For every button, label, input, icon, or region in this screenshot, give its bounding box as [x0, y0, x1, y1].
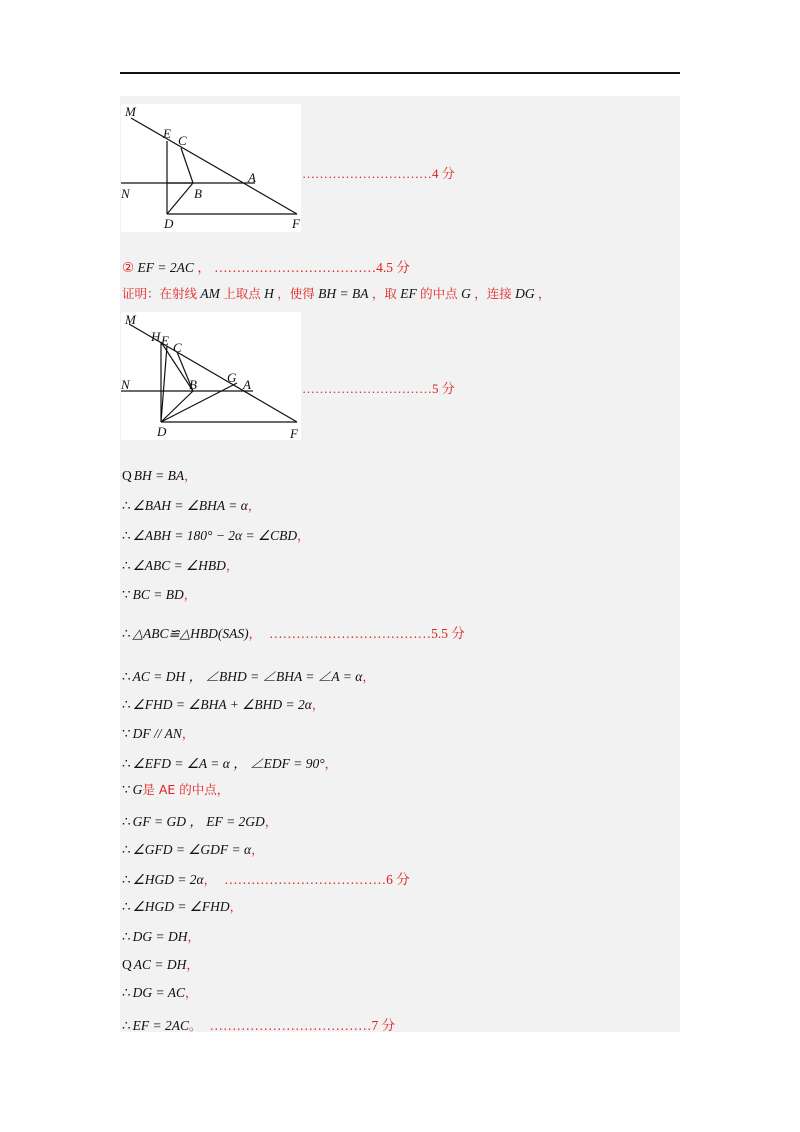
proof-punct: ，	[183, 587, 197, 602]
proof-formula: BH = BA	[133, 468, 185, 483]
proof-formula: ∠ABC = ∠HBD	[132, 558, 226, 573]
step-2-comma: ，	[197, 260, 211, 275]
proof-symbol: ∴	[122, 985, 131, 1000]
label-D: D	[164, 216, 174, 231]
proof-formula: GF = GD ， EF = 2GD	[132, 814, 265, 829]
proof-line	[122, 810, 277, 830]
proof-symbol: ∴	[122, 558, 131, 573]
circled-2: ②	[122, 260, 135, 275]
proof-formula: △ABC≌△HBD(SAS)	[132, 626, 249, 641]
proof-score: ………………………………7 分	[209, 1018, 396, 1033]
proof-symbol: ∴	[122, 498, 131, 513]
proof-line	[122, 955, 199, 973]
label-F2: F	[290, 426, 298, 440]
score-5: …………………………5 分	[302, 381, 455, 396]
label-N2: N	[121, 377, 130, 392]
step-2-formula: EF = 2AC	[137, 260, 194, 275]
label-G: G	[227, 370, 237, 385]
proof-intro: 证明：在射线 AM 上取点 H ，使得 BH = BA ，取 EF 的中点 G ，连接 DG ，	[122, 286, 551, 301]
proof-punct: ，	[297, 528, 310, 543]
proof-line	[122, 983, 197, 1001]
score-4: …………………………4 分	[302, 166, 455, 181]
proof-line	[122, 556, 238, 574]
proof-formula: ∠GFD = ∠GDF = α	[132, 842, 252, 857]
proof-formula: BC = BD	[132, 587, 184, 602]
label-H: H	[151, 329, 161, 344]
label-B: B	[194, 186, 202, 201]
label-E2: E	[161, 333, 169, 348]
label-M: M	[125, 104, 136, 119]
proof-formula: ∠HGD = ∠FHD	[132, 899, 230, 914]
label-A2: A	[243, 377, 251, 392]
proof-punct: ，	[203, 872, 217, 887]
proof-symbol: ∴	[122, 842, 131, 857]
proof-punct: ，	[248, 626, 262, 641]
figure-2-svg	[121, 312, 301, 440]
label-D2: D	[157, 424, 167, 439]
proof-punct: ，	[181, 726, 195, 741]
proof-line	[122, 695, 324, 713]
label-E: E	[163, 126, 171, 141]
proof-punct: ，	[311, 697, 325, 712]
proof-score: ………………………………6 分	[224, 872, 410, 887]
proof-formula: DF // AN	[132, 726, 182, 741]
proof-line	[122, 466, 197, 484]
proof-formula: AC = DH	[133, 957, 187, 972]
label-N: N	[121, 186, 130, 201]
proof-punct: ，	[362, 669, 375, 684]
proof-symbol: ∴	[122, 1018, 131, 1033]
proof-line	[122, 622, 465, 642]
proof-punct: ，	[264, 814, 278, 829]
label-F: F	[292, 216, 300, 231]
proof-line	[122, 868, 410, 888]
proof-formula: DG = AC	[132, 985, 185, 1000]
step-2-line	[122, 256, 410, 276]
proof-formula: DG = DH	[132, 929, 188, 944]
proof-punct: ，	[247, 498, 261, 513]
proof-formula: AC = DH ， ∠BHD = ∠BHA = ∠A = α	[132, 669, 363, 684]
proof-symbol: ∴	[122, 899, 131, 914]
proof-symbol: ∴	[122, 669, 131, 684]
proof-punct: 。	[188, 1018, 202, 1033]
proof-line	[122, 496, 260, 514]
score-4-5: ………………………………4.5 分	[214, 260, 410, 275]
label-C: C	[178, 133, 187, 148]
proof-line	[122, 840, 264, 858]
geometry-figure-1	[121, 104, 301, 232]
proof-symbol: ∴	[122, 528, 131, 543]
proof-symbol: ∴	[122, 697, 131, 712]
proof-line	[122, 1014, 395, 1034]
proof-punct: ，	[184, 985, 198, 1000]
proof-punct: ，	[186, 957, 199, 972]
proof-formula: EF = 2AC	[132, 1018, 189, 1033]
label-M2: M	[125, 312, 136, 327]
proof-symbol: ∴	[122, 626, 131, 641]
proof-symbol: ∵	[122, 726, 131, 741]
proof-symbol: Q	[122, 957, 132, 972]
proof-symbol: ∵	[122, 782, 131, 797]
header-rule	[120, 72, 680, 74]
label-A: A	[248, 170, 256, 185]
proof-line	[122, 897, 242, 915]
proof-line	[122, 526, 310, 544]
proof-line	[122, 927, 200, 945]
label-B2: B	[189, 377, 197, 392]
proof-formula: ∠FHD = ∠BHA + ∠BHD = 2α	[132, 697, 312, 712]
proof-punct: ，	[184, 468, 197, 483]
proof-score: ………………………………5.5 分	[269, 626, 465, 641]
figure-1-svg	[121, 104, 301, 232]
proof-formula: G	[132, 782, 143, 797]
proof-formula: ∠ABH = 180° − 2α = ∠CBD	[132, 528, 298, 543]
proof-formula: ∠BAH = ∠BHA = α	[132, 498, 248, 513]
proof-punct: ，	[324, 756, 338, 771]
proof-punct: ，	[251, 842, 264, 857]
proof-line	[122, 585, 196, 603]
proof-formula: ∠EFD = ∠A = α ， ∠EDF = 90°	[132, 756, 325, 771]
label-C2: C	[173, 340, 182, 355]
proof-symbol: ∴	[122, 814, 131, 829]
proof-symbol: ∵	[122, 587, 131, 602]
geometry-figure-2	[121, 312, 301, 440]
proof-punct: ，	[229, 899, 243, 914]
proof-punct: 是 AE 的中点，	[142, 782, 230, 797]
proof-symbol: Q	[122, 468, 132, 483]
proof-punct: ，	[187, 929, 200, 944]
proof-line	[122, 724, 194, 742]
proof-formula: ∠HGD = 2α	[132, 872, 204, 887]
proof-symbol: ∴	[122, 756, 131, 771]
proof-symbol: ∴	[122, 872, 131, 887]
proof-line	[122, 665, 375, 685]
proof-line	[122, 752, 337, 772]
proof-punct: ，	[225, 558, 239, 573]
proof-line	[122, 780, 229, 798]
proof-symbol: ∴	[122, 929, 131, 944]
